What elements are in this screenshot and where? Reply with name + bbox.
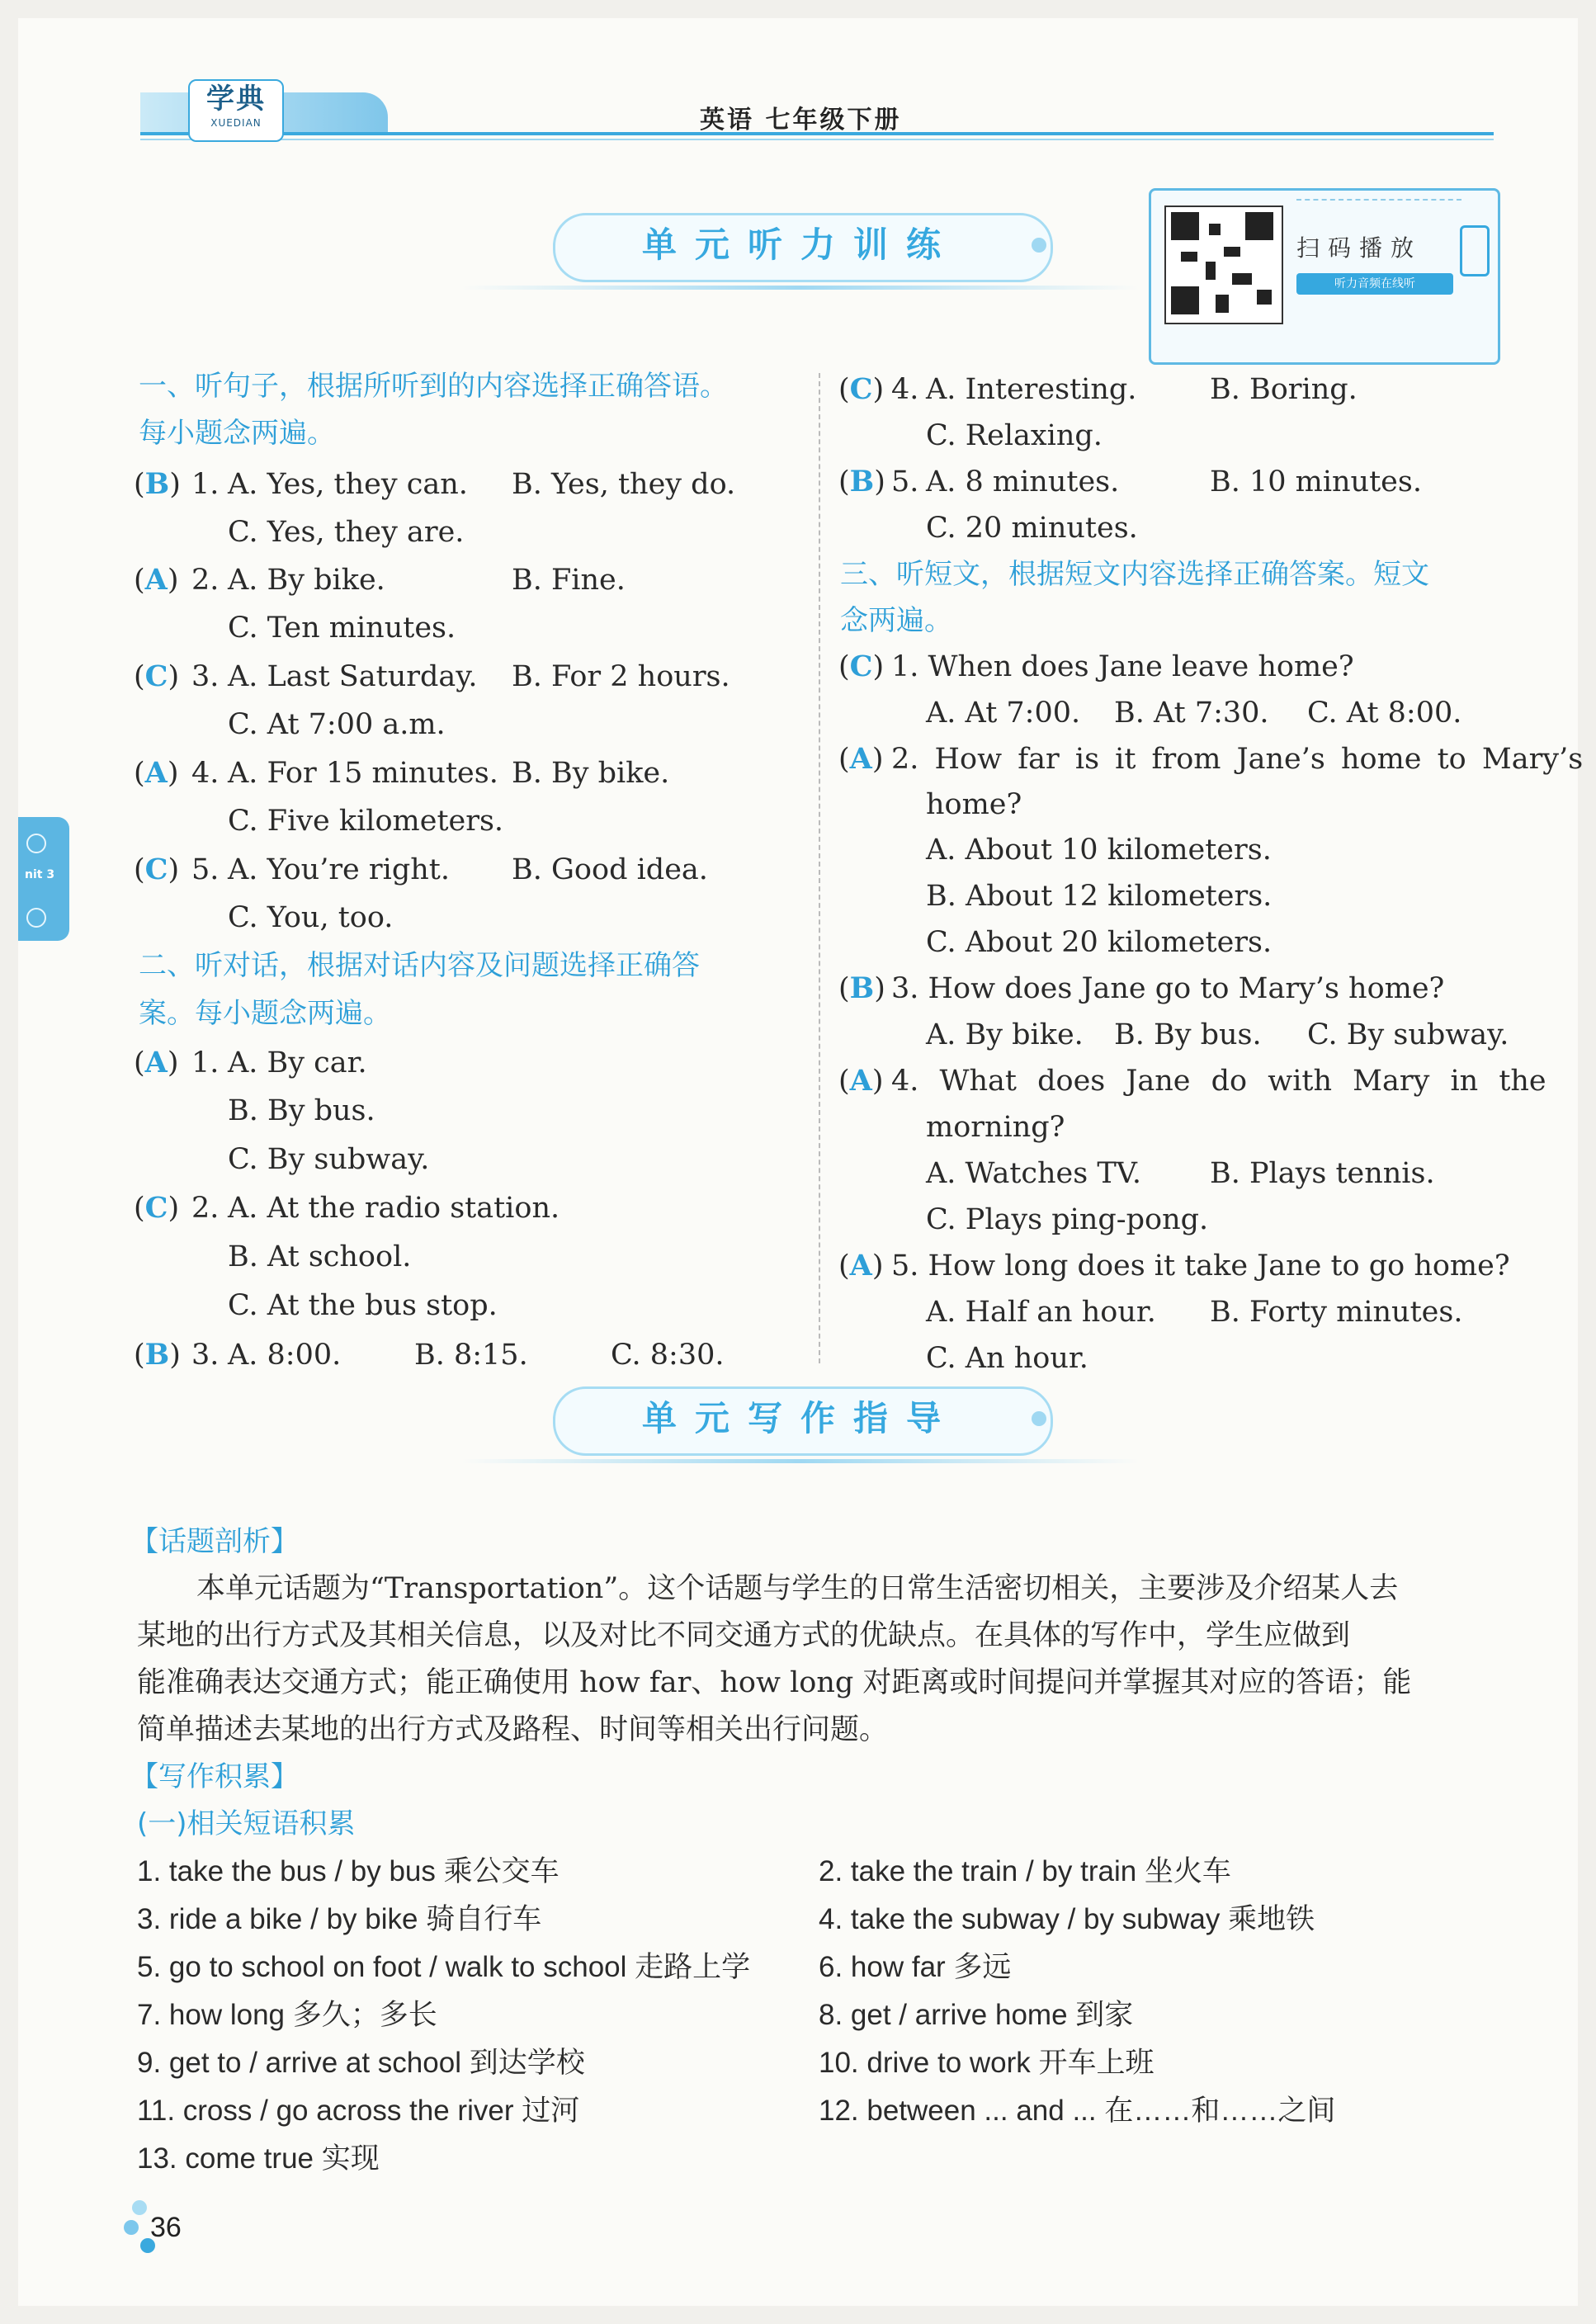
banner-dot: [1032, 1411, 1046, 1426]
topic-paragraph-line: 简单描述去某地的出行方式及路程、时间等相关出行问题。: [137, 1713, 889, 1746]
answer-mark: (A): [838, 742, 884, 776]
option-a: A. Last Saturday.: [228, 660, 478, 693]
option-b: B. 10 minutes.: [1210, 465, 1422, 498]
question-text-cont: morning?: [926, 1111, 1065, 1144]
option-c: C. Relaxing.: [926, 419, 1103, 452]
answer-mark: (A): [134, 756, 179, 790]
phrase-item: 2. take the train / by train 坐火车: [819, 1855, 1231, 1887]
option-b: B. At school.: [228, 1240, 412, 1273]
qr-strip: 听力音频在线听: [1296, 273, 1453, 295]
question-text: 5. How long does it take Jane to go home?: [891, 1249, 1510, 1282]
banner-title: 单元听力训练: [641, 224, 959, 265]
option-b: B. Yes, they do.: [512, 468, 736, 501]
phrase-item: 8. get / arrive home 到家: [819, 1999, 1134, 2031]
option-c: C. 8:30.: [611, 1339, 725, 1372]
banner-underline: [462, 286, 1139, 290]
answer-mark: (C): [838, 372, 885, 406]
listening-banner: [462, 213, 1139, 282]
option-a: A. At 7:00.: [926, 697, 1081, 730]
phrase-item: 9. get to / arrive at school 到达学校: [137, 2047, 585, 2079]
option-a: A. 8 minutes.: [926, 465, 1120, 498]
option-c: C. An hour.: [926, 1342, 1088, 1375]
answer-mark: (B): [134, 467, 181, 501]
tab-decoration-icon: [26, 834, 46, 853]
unit-side-tab: [18, 817, 69, 941]
option-b: B. By bike.: [512, 757, 670, 790]
answer-letter: C: [849, 372, 873, 406]
phrase-item: 13. come true 实现: [137, 2142, 380, 2175]
answer-mark: (A): [838, 1064, 884, 1098]
topic-analysis-label: 【话题剖析】: [130, 1525, 299, 1558]
answer-letter: B: [144, 467, 170, 501]
option-c: C. At 8:00.: [1307, 697, 1462, 730]
phrase-item: 11. cross / go across the river 过河: [137, 2095, 580, 2127]
phrase-item: 6. how far 多远: [819, 1951, 1012, 1983]
qr-code-icon[interactable]: [1164, 205, 1283, 324]
option-c: C. By subway.: [228, 1143, 430, 1176]
answer-letter: B: [849, 971, 875, 1005]
option-b: B. Forty minutes.: [1210, 1296, 1463, 1329]
banner-dot: [1032, 238, 1046, 253]
option-b: B. For 2 hours.: [512, 660, 730, 693]
answer-letter: C: [144, 853, 168, 886]
answer-mark: (A): [134, 563, 179, 597]
option-c: C. Yes, they are.: [228, 516, 465, 549]
phrase-item: 5. go to school on foot / walk to school 走路上学: [137, 1951, 751, 1983]
option-a: A. Interesting.: [926, 373, 1137, 406]
question-number: 5.: [891, 465, 919, 498]
option-c: C. At the bus stop.: [228, 1289, 498, 1322]
answer-mark: (C): [838, 649, 885, 683]
tab-decoration-icon: [26, 908, 46, 928]
option-b: B. Good idea.: [512, 853, 708, 886]
option-a: A. At the radio station.: [228, 1192, 560, 1225]
phrase-item: 12. between ... and ... 在……和……之间: [819, 2095, 1336, 2127]
topic-paragraph-line: 某地的出行方式及其相关信息，以及对比不同交通方式的优缺点。在具体的写作中，学生应做到: [137, 1619, 1351, 1652]
phone-icon: [1460, 225, 1490, 276]
option-c: C. Five kilometers.: [228, 805, 504, 838]
question-number: 1.: [191, 1046, 220, 1079]
answer-letter: A: [144, 563, 168, 597]
question-number: 2.: [191, 1192, 220, 1225]
part3-heading: 三、听短文，根据短文内容选择正确答案。短文: [840, 558, 1429, 591]
option-a: A. By car.: [228, 1046, 367, 1079]
answer-letter: C: [144, 659, 168, 693]
option-a: A. Yes, they can.: [228, 468, 468, 501]
answer-letter: A: [849, 742, 872, 776]
question-number: 4.: [191, 757, 220, 790]
option-c: C. About 20 kilometers.: [926, 926, 1273, 959]
part2-heading-cont: 案。每小题念两遍。: [139, 997, 391, 1030]
column-divider: [819, 373, 820, 1363]
option-c: C. Plays ping-pong.: [926, 1203, 1209, 1236]
option-a: A. Watches TV.: [926, 1157, 1141, 1190]
answer-letter: B: [849, 465, 875, 498]
side-tab-label: nit 3: [25, 868, 55, 881]
option-a: A. About 10 kilometers.: [926, 834, 1272, 867]
option-a: A. By bike.: [228, 564, 385, 597]
option-a: A. 8:00.: [228, 1339, 342, 1372]
option-b: B. Boring.: [1210, 373, 1358, 406]
answer-mark: (B): [134, 1338, 181, 1372]
answer-mark: (C): [134, 853, 180, 886]
part1-heading: 一、听句子，根据所听到的内容选择正确答语。: [139, 370, 728, 403]
part2-heading: 二、听对话，根据对话内容及问题选择正确答: [139, 949, 700, 982]
option-c: C. Ten minutes.: [228, 612, 456, 645]
answer-mark: (A): [838, 1249, 884, 1282]
option-c: C. At 7:00 a.m.: [228, 708, 446, 741]
answer-mark: (C): [134, 1191, 180, 1225]
page-decoration-icon: [132, 2200, 147, 2215]
page-number: 36: [150, 2212, 182, 2243]
banner-underline: [462, 1459, 1139, 1463]
banner-title: 单元写作指导: [641, 1398, 959, 1438]
part1-heading-cont: 每小题念两遍。: [139, 417, 335, 450]
phrase-item: 10. drive to work 开车上班: [819, 2047, 1155, 2079]
question-number: 3.: [191, 660, 220, 693]
option-c: C. 20 minutes.: [926, 512, 1138, 545]
option-a: A. By bike.: [926, 1018, 1084, 1051]
question-text: 1. When does Jane leave home?: [891, 650, 1354, 683]
option-b: B. By bus.: [1114, 1018, 1262, 1051]
question-text: 3. How does Jane go to Mary’s home?: [891, 972, 1445, 1005]
answer-letter: C: [849, 649, 873, 683]
phrase-item: 1. take the bus / by bus 乘公交车: [137, 1855, 560, 1887]
option-b: B. About 12 kilometers.: [926, 880, 1273, 913]
phrases-subheading: (一)相关短语积累: [137, 1807, 356, 1840]
option-c: C. You, too.: [228, 901, 394, 934]
option-a: A. Half an hour.: [926, 1296, 1156, 1329]
option-b: B. 8:15.: [414, 1339, 528, 1372]
answer-mark: (C): [134, 659, 180, 693]
answer-letter: A: [144, 756, 168, 790]
answer-letter: B: [144, 1338, 170, 1372]
logo-subtext: XUEDIAN: [210, 117, 262, 129]
question-text: 4. What does Jane do with Mary in the: [891, 1065, 1546, 1098]
question-number: 5.: [191, 853, 220, 886]
page-decoration-icon: [124, 2220, 139, 2235]
option-b: B. By bus.: [228, 1094, 375, 1127]
question-number: 2.: [191, 564, 220, 597]
logo-text: 学典: [206, 83, 266, 116]
header-rule-thin: [140, 139, 1494, 140]
topic-paragraph-line: 本单元话题为“Transportation”。这个话题与学生的日常生活密切相关，主要涉及介绍某人去: [196, 1572, 1399, 1605]
answer-mark: (A): [134, 1046, 179, 1079]
writing-banner: [462, 1386, 1139, 1456]
question-text-cont: home?: [926, 788, 1022, 821]
option-a: A. You’re right.: [228, 853, 450, 886]
qr-label: 扫码播放: [1296, 234, 1423, 262]
answer-letter: A: [849, 1064, 872, 1098]
option-b: B. Plays tennis.: [1210, 1157, 1435, 1190]
part3-heading-cont: 念两遍。: [840, 604, 952, 637]
option-b: B. Fine.: [512, 564, 626, 597]
book-subject: 英语 七年级下册: [700, 106, 902, 135]
qr-dash-line: [1296, 199, 1461, 201]
option-a: A. For 15 minutes.: [228, 757, 498, 790]
option-b: B. At 7:30.: [1114, 697, 1269, 730]
question-number: 1.: [191, 468, 220, 501]
option-c: C. By subway.: [1307, 1018, 1509, 1051]
phrase-item: 7. how long 多久；多长: [137, 1999, 437, 2031]
question-number: 3.: [191, 1339, 220, 1372]
answer-letter: C: [144, 1191, 168, 1225]
answer-mark: (B): [838, 465, 885, 498]
topic-paragraph-line: 能准确表达交通方式；能正确使用 how far、how long 对距离或时间提问并掌握其对应的答语；能: [137, 1666, 1412, 1699]
question-number: 4.: [891, 373, 919, 406]
phrase-item: 4. take the subway / by subway 乘地铁: [819, 1903, 1315, 1935]
answer-letter: A: [849, 1249, 872, 1282]
phrase-item: 3. ride a bike / by bike 骑自行车: [137, 1903, 542, 1935]
answer-letter: A: [144, 1046, 168, 1079]
qr-card[interactable]: [1149, 188, 1500, 365]
question-text: 2. How far is it from Jane’s home to Mary’s: [891, 743, 1584, 776]
answer-mark: (B): [838, 971, 885, 1005]
publisher-logo: [188, 79, 284, 142]
writing-accumulation-label: 【写作积累】: [130, 1760, 299, 1793]
